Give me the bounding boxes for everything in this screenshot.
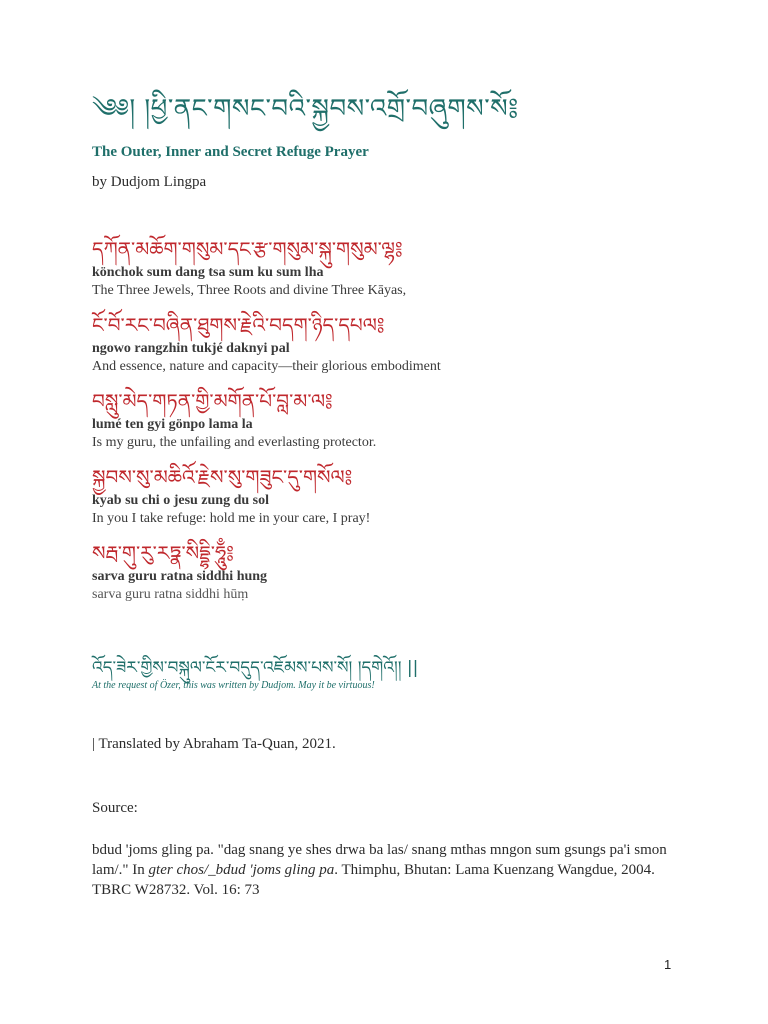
verse-tibetan: ངོ་བོ་རང་བཞིན་ཐུགས་རྗེའི་བདག་ཉིད་དཔལ༔ [92, 313, 385, 337]
source-citation [92, 840, 682, 900]
translator-credit: | Translated by Abraham Ta-Quan, 2021. [92, 736, 336, 752]
verse-tibetan: དཀོན་མཆོག་གསུམ་དང་རྩ་གསུམ་སྐུ་གསུམ་ལྷ༔ [92, 237, 403, 261]
colophon-tibetan: འོད་ཟེར་གྱིས་བསྐུལ་ངོར་བདུད་འཇོམས་པས་སོ། །དགེའོ།། || [92, 658, 419, 678]
verse-translation: And essence, nature and capacity—their glorious embodiment [92, 359, 441, 374]
verse-transliteration: ngowo rangzhin tukjé daknyi pal [92, 341, 290, 356]
verse-transliteration: könchok sum dang tsa sum ku sum lha [92, 265, 324, 280]
verse-3 [92, 388, 712, 452]
verse-tibetan: སརྦ་གུ་རུ་རཏྣ་སིདྡྷི་ཧཱུྃ༔ [92, 541, 234, 565]
verse-transliteration: sarva guru ratna siddhi hung [92, 569, 268, 584]
prayer-title: The Outer, Inner and Secret Refuge Prayer [92, 144, 369, 160]
verse-translation: In you I take refuge: hold me in your care, I pray! [92, 511, 371, 526]
verse-tibetan: བསླུ་མེད་གཏན་གྱི་མགོན་པོ་བླ་མ་ལ༔ [92, 389, 333, 413]
verse-translation: sarva guru ratna siddhi hūṃ [92, 587, 249, 602]
verse-5 [92, 540, 712, 604]
verse-tibetan: སྐྱབས་སུ་མཆིའོ་རྗེས་སུ་གཟུང་དུ་གསོལ༔ [92, 465, 353, 489]
verse-transliteration: lumé ten gyi gönpo lama la [92, 417, 253, 432]
verse-1 [92, 236, 712, 300]
source-citation-text: bdud 'joms gling pa. "dag snang ye shes drwa ba las/ snang mthas mngon sum gsungs pa'i smon lam/." In [92, 842, 667, 878]
source-label: Source: [92, 800, 138, 816]
page-number: 1 [664, 957, 672, 972]
verse-transliteration: kyab su chi o jesu zung du sol [92, 493, 270, 508]
source-citation-text-end: . Thimphu, Bhutan: Lama Kuenzang Wangdue, 2004. TBRC W28732. Vol. 16: 73 [92, 862, 655, 898]
colophon-english: At the request of Özer, this was written by Dudjom. May it be virtuous! [92, 680, 375, 691]
verse-4 [92, 464, 712, 528]
tibetan-title: ༄༅། །ཕྱི་ནང་གསང་བའི་སྐྱབས་འགྲོ་བཞུགས་སོ༔ [92, 94, 519, 124]
verse-translation: The Three Jewels, Three Roots and divine Three Kāyas, [92, 283, 407, 298]
verse-translation: Is my guru, the unfailing and everlasting protector. [92, 435, 377, 450]
source-citation-italic: gter chos/_bdud 'joms gling pa [148, 862, 335, 878]
verse-2 [92, 312, 712, 376]
author-line: by Dudjom Lingpa [92, 174, 207, 190]
